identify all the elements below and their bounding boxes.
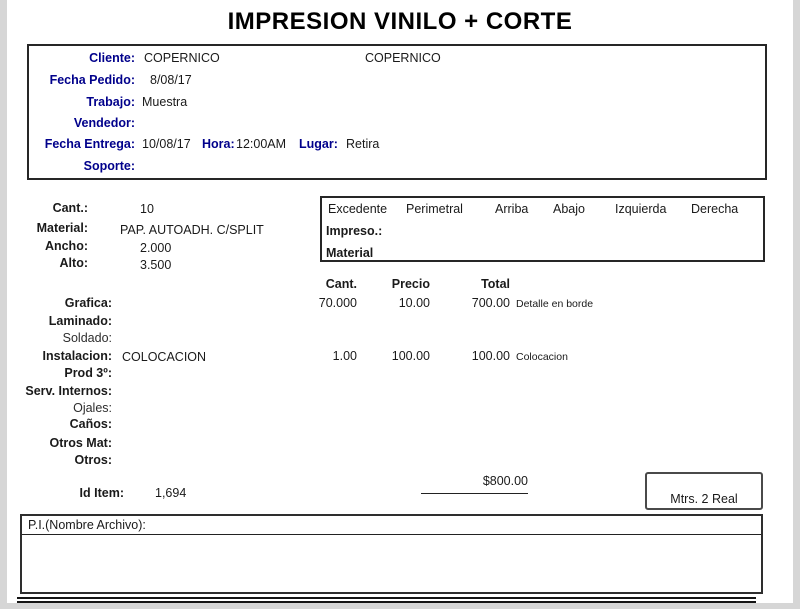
order-header-box xyxy=(27,44,767,180)
item-label-otros-mat: Otros Mat: xyxy=(49,436,112,450)
cliente-value-secondary: COPERNICO xyxy=(365,51,441,65)
cant-label: Cant.: xyxy=(52,201,88,215)
lugar-label: Lugar: xyxy=(299,137,338,151)
id-item-label: Id Item: xyxy=(79,486,124,500)
hora-value: 12:00AM xyxy=(236,137,287,151)
fecha-pedido-label: Fecha Pedido: xyxy=(49,73,135,87)
col-total-header: Total xyxy=(481,277,510,291)
trabajo-label: Trabajo: xyxy=(86,95,135,109)
report-title: IMPRESION VINILO + CORTE xyxy=(227,8,573,35)
col-precio-header: Precio xyxy=(391,277,430,291)
alto-value: 3.500 xyxy=(140,258,172,272)
item-label-soldado: Soldado: xyxy=(62,331,112,345)
item-label-grafica: Grafica: xyxy=(64,296,112,310)
fecha-entrega-value: 10/08/17 xyxy=(142,137,191,151)
col-cant-header: Cant. xyxy=(325,277,357,291)
alto-label: Alto: xyxy=(59,256,88,270)
cliente-value: COPERNICO xyxy=(144,51,220,65)
item-label-serv-internos: Serv. Internos: xyxy=(25,384,112,398)
trabajo-value: Muestra xyxy=(142,95,188,109)
material-value: PAP. AUTOADH. C/SPLIT xyxy=(120,223,264,237)
soporte-label: Soporte: xyxy=(83,159,135,173)
page-edge-left xyxy=(0,0,7,609)
total-underline xyxy=(421,493,528,494)
impreso-label: Impreso.: xyxy=(326,224,383,238)
item-label-canos: Caños: xyxy=(69,417,112,431)
margins-column-abajo: Abajo xyxy=(553,202,585,216)
vendedor-label: Vendedor: xyxy=(73,116,135,130)
item-label-prod-3: Prod 3º: xyxy=(64,366,112,380)
instalacion-value: COLOCACION xyxy=(122,350,207,364)
ancho-label: Ancho: xyxy=(44,239,88,253)
fecha-entrega-label: Fecha Entrega: xyxy=(44,137,135,151)
lugar-value: Retira xyxy=(346,137,380,151)
margins-column-arriba: Arriba xyxy=(495,202,529,216)
instalacion-total: 100.00 xyxy=(471,349,510,363)
margins-column-derecha: Derecha xyxy=(691,202,739,216)
pi-box xyxy=(20,514,763,594)
margins-column-izquierda: Izquierda xyxy=(615,202,667,216)
margins-column-perimetral: Perimetral xyxy=(406,202,463,216)
pi-label: P.I.(Nombre Archivo): xyxy=(28,518,146,532)
item-label-laminado: Laminado: xyxy=(48,314,112,328)
instalacion-cant: 1.00 xyxy=(332,349,357,363)
page-edge-bottom xyxy=(0,603,800,609)
cant-value: 10 xyxy=(140,202,154,216)
material-label: Material: xyxy=(36,221,88,235)
material-column-label: Material xyxy=(326,246,374,260)
grafica-cant: 70.000 xyxy=(318,296,357,310)
item-label-instalacion: Instalacion: xyxy=(42,349,112,363)
fecha-pedido-value: 8/08/17 xyxy=(150,73,192,87)
id-item-value: 1,694 xyxy=(155,486,187,500)
ancho-value: 2.000 xyxy=(140,241,172,255)
cliente-label: Cliente: xyxy=(89,51,135,65)
instalacion-note: Colocacion xyxy=(516,351,568,363)
instalacion-precio: 100.00 xyxy=(391,349,430,363)
page-edge-right xyxy=(793,0,800,609)
grafica-total: 700.00 xyxy=(471,296,510,310)
hora-label: Hora: xyxy=(202,137,235,151)
grafica-precio: 10.00 xyxy=(398,296,430,310)
margins-box xyxy=(320,196,765,262)
mtrs-real-label: Mtrs. 2 Real xyxy=(670,492,738,506)
mtrs-real-box xyxy=(645,472,763,510)
item-label-ojales: Ojales: xyxy=(73,401,112,415)
grafica-note: Detalle en borde xyxy=(516,298,594,310)
item-label-otros: Otros: xyxy=(74,453,112,467)
margins-column-excedente: Excedente xyxy=(328,202,388,216)
pi-header-rule xyxy=(22,534,761,535)
grand-total-value: $800.00 xyxy=(482,474,528,488)
